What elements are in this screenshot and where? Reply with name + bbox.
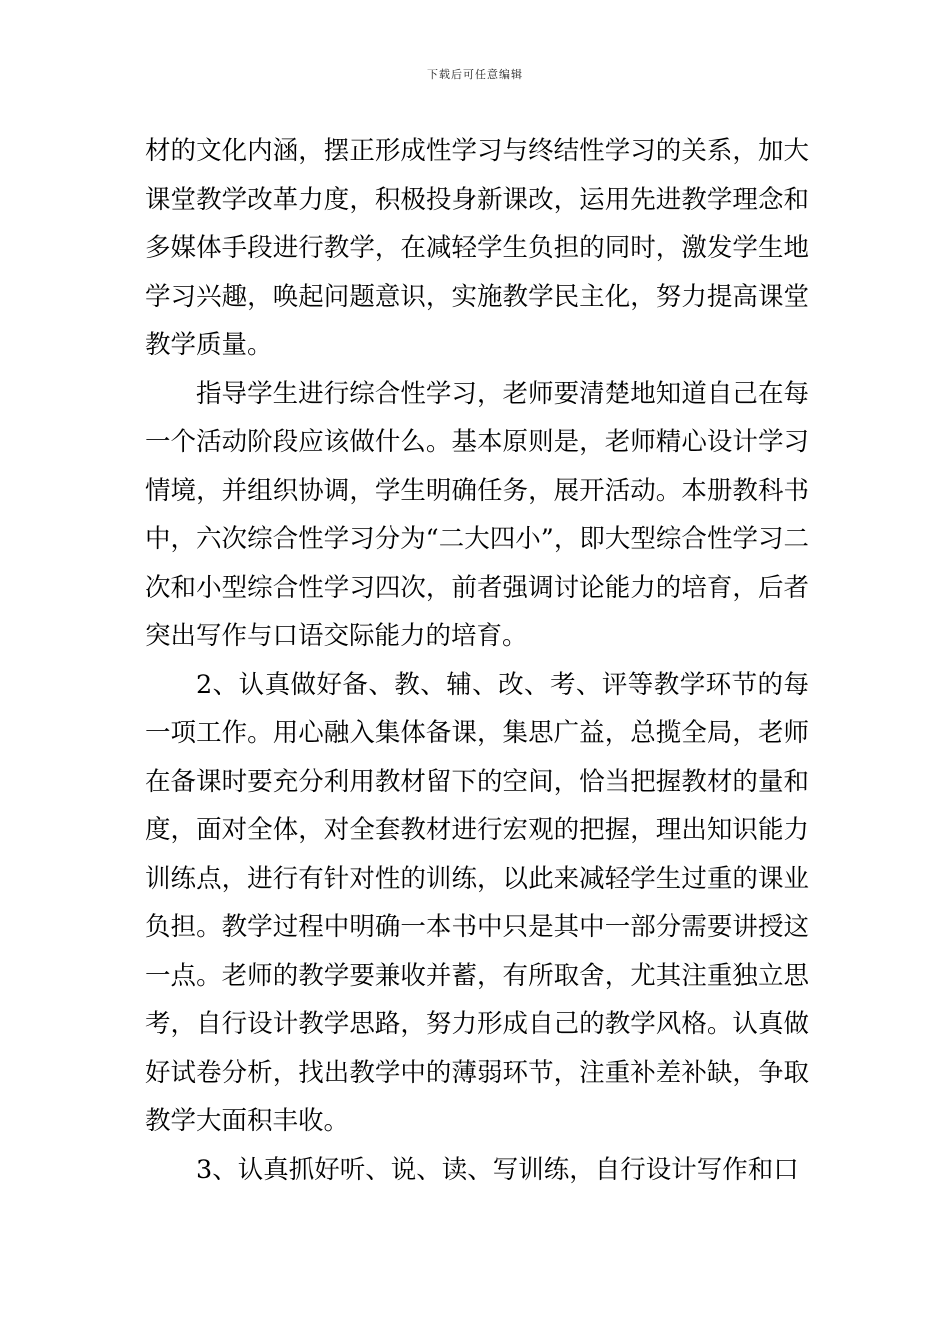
paragraph-continuation: 材的文化内涵，摆正形成性学习与终结性学习的关系，加大课堂教学改革力度，积极投身新课改，运用先进教学理念和多媒体手段进行教学，在减轻学生负担的同时，激发学生地学习兴趣，唤起问题意识，实施教学民主化，努力提高课堂教学质量。 [145, 136, 809, 360]
document-body [145, 127, 809, 1194]
paragraph-comprehensive-learning: 指导学生进行综合性学习，老师要清楚地知道自己在每一个活动阶段应该做什么。基本原则是，老师精心设计学习情境，并组织协调，学生明确任务，展开活动。本册教科书中，六次综合性学习分为“二大四小”，即大型综合性学习二次和小型综合性学习四次，前者强调讨论能力的培育，后者突出写作与口语交际能力的培育。 [145, 378, 809, 651]
paragraph-item-3: 3、认真抓好听、说、读、写训练，自行设计写作和口 [196, 1154, 799, 1185]
header-note: 下载后可任意编辑 [427, 68, 523, 81]
paragraph-item-2: 2、认真做好备、教、辅、改、考、评等教学环节的每一项工作。用心融入集体备课，集思广益，总揽全局，老师在备课时要充分利用教材留下的空间，恰当把握教材的量和度，面对全体，对全套教材进行宏观的把握，理出知识能力训练点，进行有针对性的训练，以此来减轻学生过重的课业负担。教学过程中明确一本书中只是其中一部分需要讲授这一点。老师的教学要兼收并蓄，有所取舍，尤其注重独立思考，自行设计教学思路，努力形成自己的教学风格。认真做好试卷分析，找出教学中的薄弱环节，注重补差补缺，争取教学大面积丰收。 [145, 669, 809, 1136]
